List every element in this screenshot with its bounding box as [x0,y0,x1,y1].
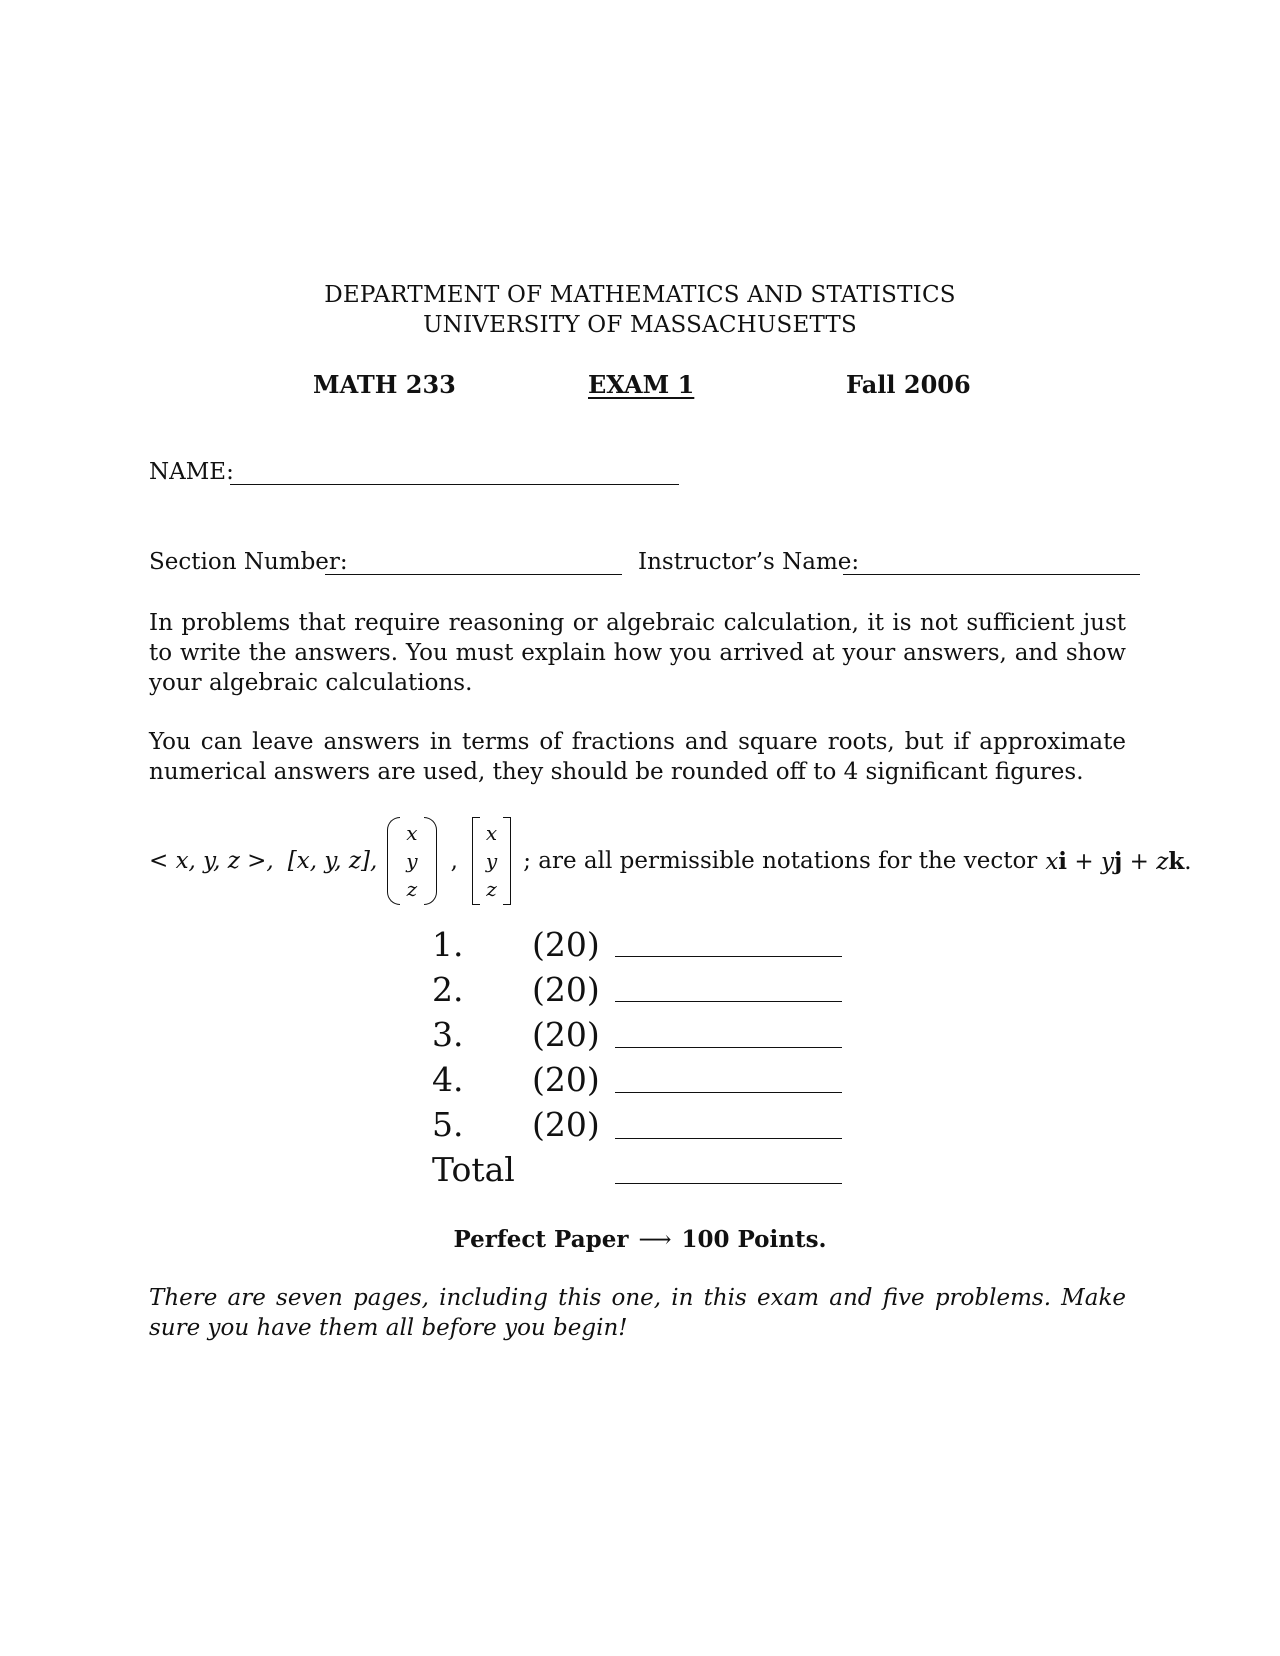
department-heading: DEPARTMENT OF MATHEMATICS AND STATISTICS [324,282,956,308]
score-blank[interactable] [615,1138,842,1139]
vector-z: z [1156,848,1169,875]
component-z: z [406,877,418,901]
problem-number: 1. [432,925,464,964]
name-label: NAME: [149,459,234,485]
component-y: y [406,849,418,873]
problem-points: (20) [532,970,600,1009]
instructions-paragraph-2: You can leave answers in terms of fractions and square roots, but if approximate numerical answers are used, they should be rounded off to 4 significant figures. [149,729,1126,785]
long-right-arrow-icon: ⟶ [638,1227,672,1253]
problem-points: (20) [532,1060,600,1099]
component-z: z [486,877,497,901]
separator-comma: , [450,848,458,874]
column-vector-parens [387,817,436,905]
total-label: Total [432,1150,515,1189]
instructor-field[interactable] [843,574,1140,575]
section-field[interactable] [325,574,622,575]
notation-text: ; are all permissible notations for the vector [523,848,1038,874]
instructor-label: Instructor’s Name: [638,549,860,575]
plus-2: + [1129,848,1149,875]
vector-i: i [1058,847,1068,875]
perfect-paper-label: Perfect Paper [453,1226,629,1253]
total-blank[interactable] [615,1183,842,1184]
vector-expression [1045,848,1191,875]
component-x: x [485,821,498,845]
instructions-paragraph-1: In problems that require reasoning or algebraic calculation, it is not sufficient just to write the answers. You must explain how you arrived at your answers, and show your algebraic calculations. [149,610,1126,696]
vector-k: k [1168,847,1185,875]
perfect-paper-line [0,1226,1280,1253]
problem-number: 4. [432,1060,464,1099]
right-paren [424,817,437,905]
right-bracket [503,817,511,905]
exam-term: Fall 2006 [846,370,971,399]
course-code: MATH 233 [313,370,456,399]
vector-x: x [1045,848,1059,875]
footer-note: There are seven pages, including this one, in this exam and five problems. Make sure you have them all before you begin! [149,1285,1126,1341]
score-blank[interactable] [615,1047,842,1048]
university-heading: UNIVERSITY OF MASSACHUSETTS [423,312,857,338]
problem-number: 5. [432,1105,464,1144]
perfect-points: 100 Points. [681,1226,827,1253]
bracket-notation: [x, y, z], [287,848,378,874]
problem-points: (20) [532,925,600,964]
angle-notation: < x, y, z >, [149,848,274,874]
column-vector-brackets [472,817,511,905]
name-field[interactable] [230,484,679,485]
component-x: x [406,821,418,845]
vector-j: j [1113,847,1123,875]
score-blank[interactable] [615,1001,842,1002]
component-y: y [485,849,498,873]
plus-1: + [1074,848,1094,875]
left-bracket [472,817,480,905]
exam-title: EXAM 1 [588,370,695,399]
score-blank[interactable] [615,956,842,957]
problem-points: (20) [532,1015,600,1054]
left-paren [387,817,400,905]
section-label: Section Number: [149,549,348,575]
score-blank[interactable] [615,1092,842,1093]
vector-y: y [1100,848,1114,875]
problem-points: (20) [532,1105,600,1144]
period: . [1184,848,1192,875]
vector-notation-line [149,812,1192,910]
problem-number: 2. [432,970,464,1009]
problem-number: 3. [432,1015,464,1054]
